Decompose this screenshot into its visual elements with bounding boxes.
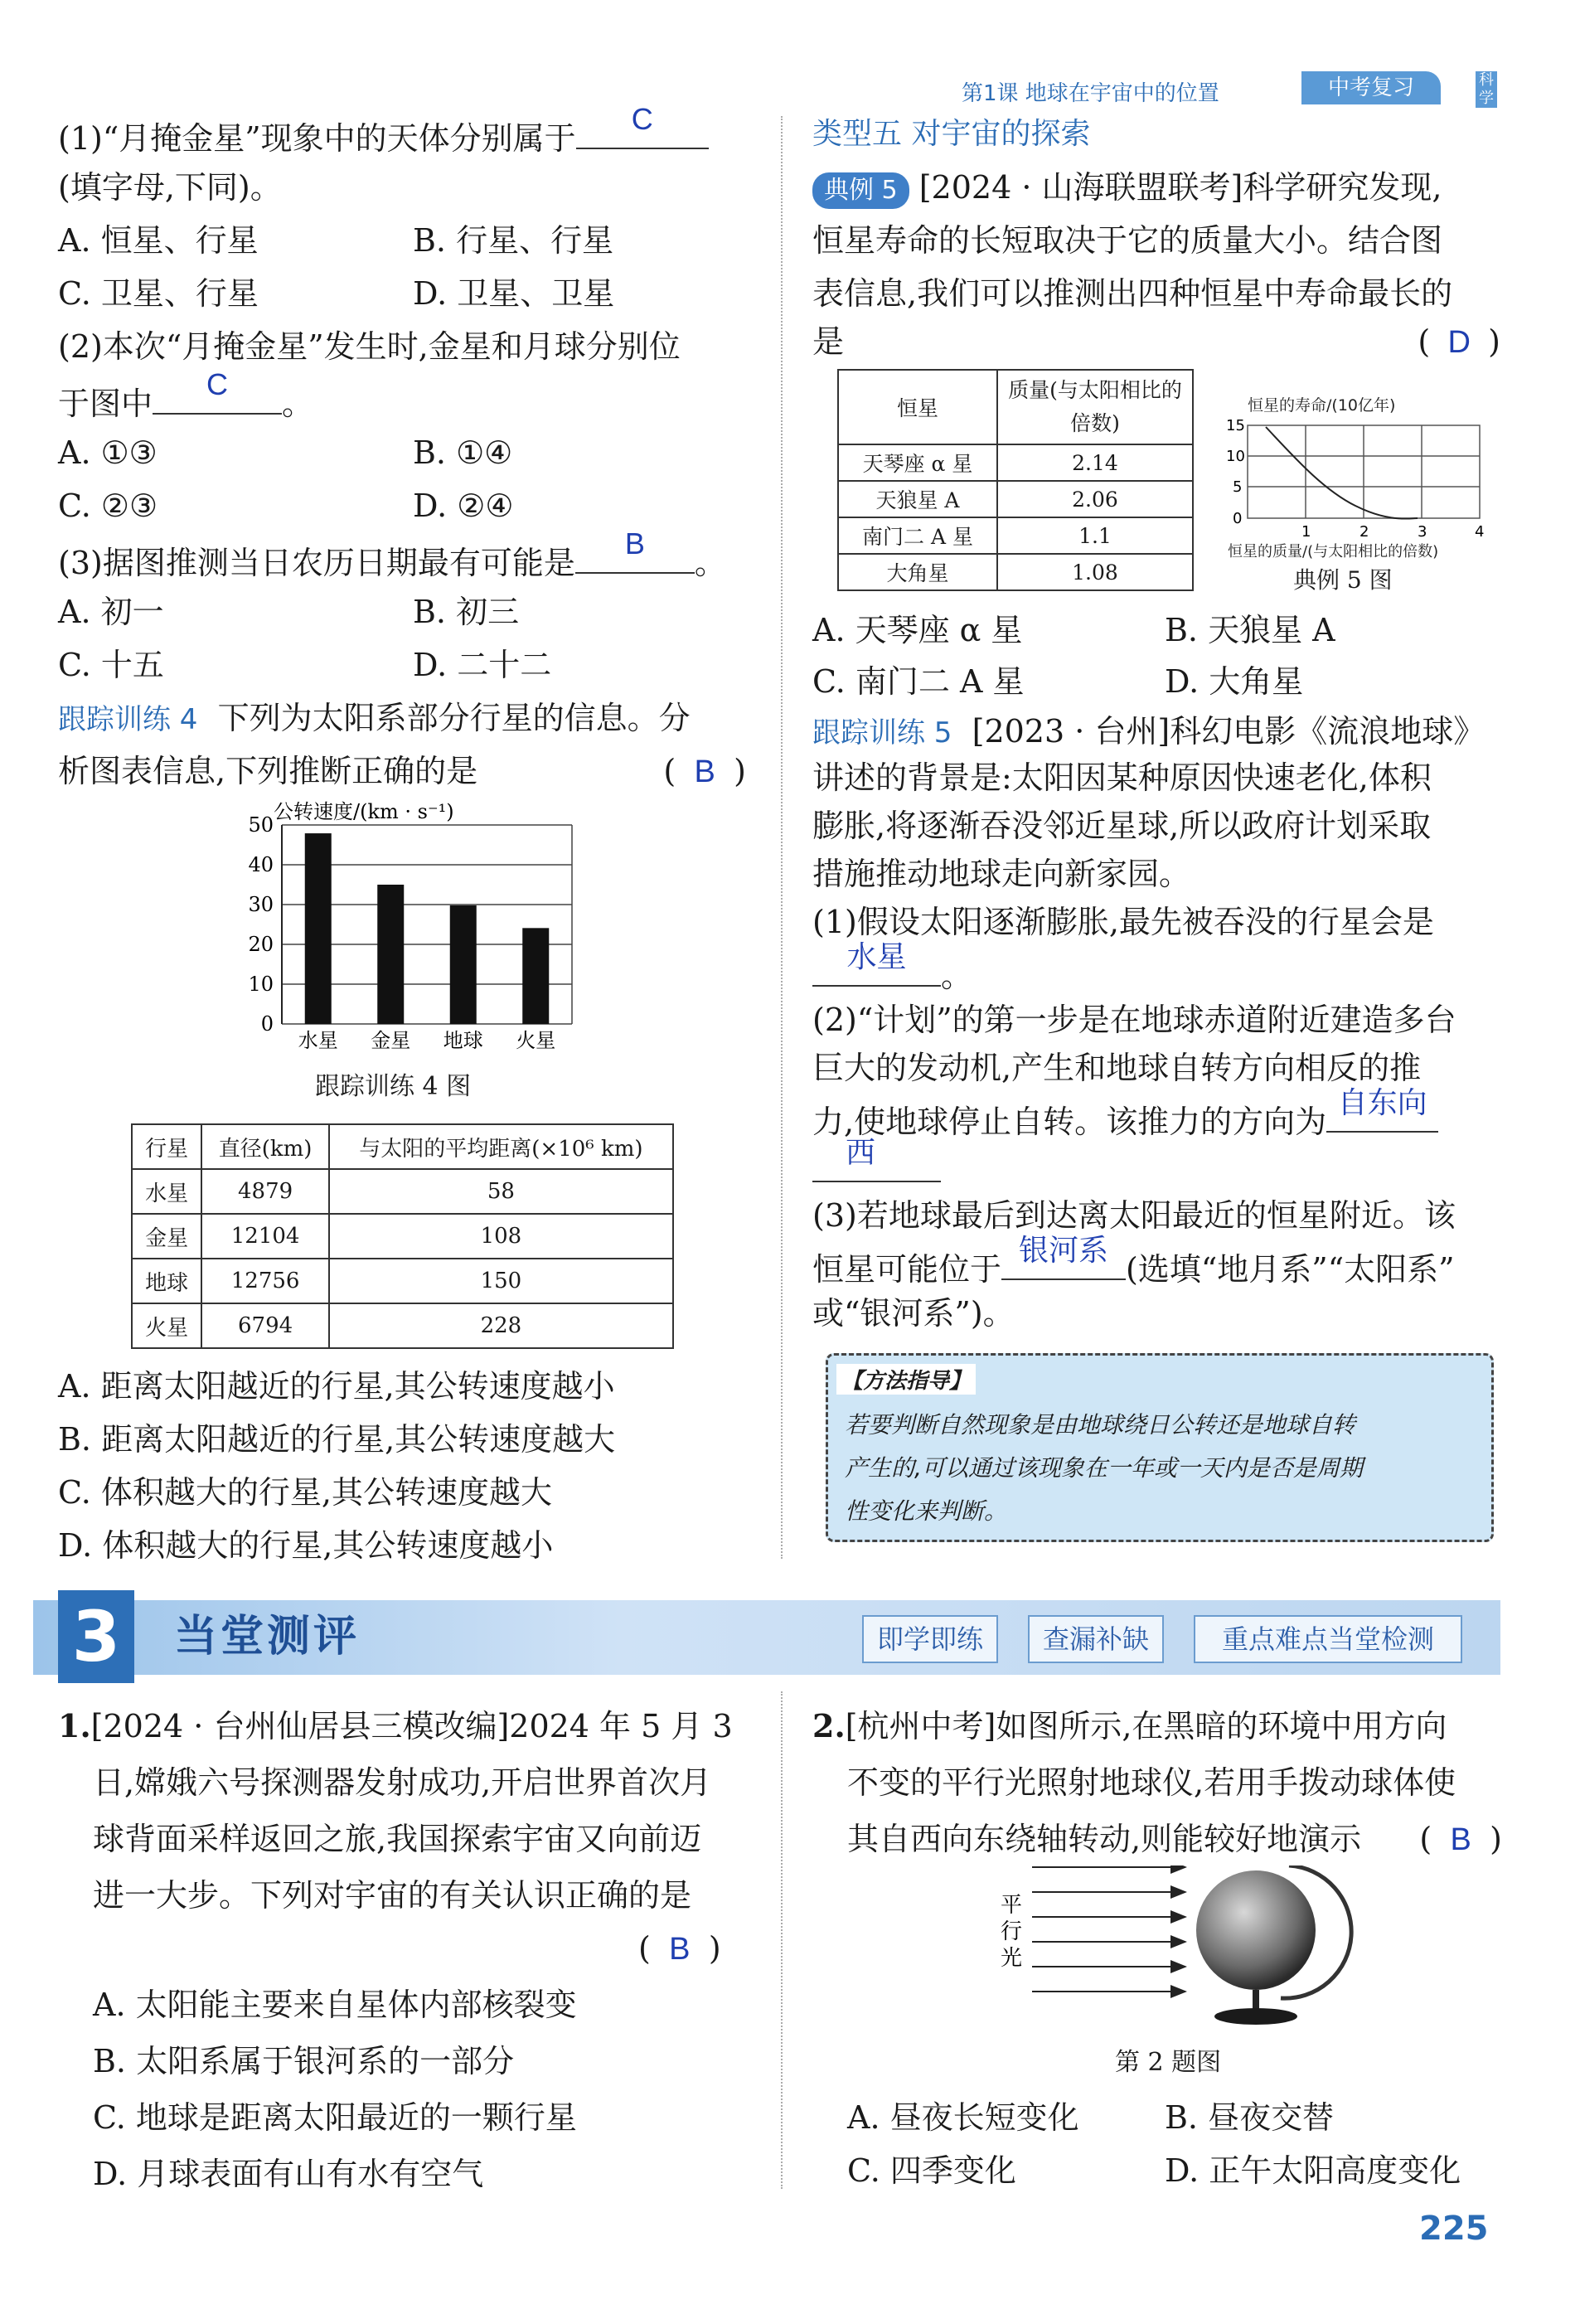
- answer-blank[interactable]: B: [575, 532, 695, 574]
- bar-地球: [450, 905, 477, 1024]
- bq1-line1: 1.[2024 · 台州仙居县三模改编]2024 年 5 月 3: [58, 1707, 733, 1744]
- chart-caption: 跟踪训练 4 图: [315, 1072, 472, 1101]
- ex5-line1: 典例 5 [2024 · 山海联盟联考]科学研究发现,: [812, 161, 1442, 214]
- cell: 大角星: [838, 554, 997, 590]
- cell: 地球: [132, 1259, 201, 1303]
- ex5-option-c: C. 南门二 A 星: [812, 663, 1025, 700]
- x-tick: 3: [1418, 523, 1427, 541]
- p2-line1: (2)“计划”的第一步是在地球赤道附近建造多台: [812, 1002, 1456, 1038]
- x-tick-label: 地球: [443, 1029, 483, 1052]
- y-tick: 10: [1226, 448, 1245, 465]
- cell: 1.08: [997, 554, 1193, 590]
- bq1-paren: ( B ): [638, 1922, 721, 1976]
- train4-option-c: C. 体积越大的行星,其公转速度越大: [58, 1474, 552, 1511]
- left-q2-line1: (2)本次“月掩金星”发生时,金星和月球分别位: [58, 328, 681, 365]
- table-header-row: [838, 370, 1193, 444]
- section3-title: 当堂测评: [174, 1612, 361, 1662]
- table-row: [838, 481, 1193, 517]
- train5-line3: 膨胀,将逐渐吞没邻近星球,所以政府计划采取: [812, 808, 1432, 844]
- bq2-line3: 其自西向东绕轴转动,则能较好地演示 ( B ): [847, 1812, 1502, 1866]
- train5-line2: 讲述的背景是:太阳因某种原因快速老化,体积: [812, 759, 1432, 796]
- cell: 2.06: [997, 481, 1193, 517]
- table-row: [838, 554, 1193, 590]
- table-row: [132, 1259, 673, 1303]
- y-tick-label: 20: [248, 933, 274, 956]
- train4-option-b: B. 距离太阳越近的行星,其公转速度越大: [58, 1421, 616, 1458]
- method-line1: 若要判断自然现象是由地球绕日公转还是地球自转: [845, 1411, 1356, 1439]
- q1-option-c: C. 卫星、行星: [58, 275, 259, 312]
- bq1-option-d: D. 月球表面有山有水有空气: [93, 2156, 484, 2192]
- cell: 金星: [132, 1214, 201, 1259]
- bq2-option-a: A. 昼夜长短变化: [847, 2099, 1079, 2136]
- col-header: 恒星: [838, 370, 997, 444]
- globe-base: [1214, 2008, 1297, 2025]
- y-axis-label: 公转速度/(km · s⁻¹): [274, 800, 454, 823]
- cell: 12104: [201, 1214, 329, 1259]
- page-number: 225: [1419, 2210, 1489, 2248]
- col-header: 与太阳的平均距离(×10⁶ km): [329, 1124, 673, 1169]
- table-row: [132, 1214, 673, 1259]
- train5-line1: 跟踪训练 5 [2023 · 台州]科幻电影《流浪地球》: [812, 713, 1485, 750]
- train5-line4: 措施推动地球走向新家园。: [812, 856, 1191, 892]
- light-rays: [1032, 1867, 1185, 1992]
- star-mass-table: [837, 369, 1194, 591]
- table-row: [838, 517, 1193, 554]
- section3-number: 3: [58, 1590, 134, 1683]
- y-tick-label: 40: [248, 853, 274, 876]
- p1-line2: 水星 。: [812, 945, 972, 1002]
- ex5-option-d: D. 大角星: [1165, 663, 1304, 700]
- train4-option-d: D. 体积越大的行星,其公转速度越小: [58, 1527, 554, 1564]
- type5-heading: 类型五 对宇宙的探索: [812, 117, 1091, 151]
- q3-option-a: A. 初一: [58, 594, 164, 630]
- bq2-option-d: D. 正午太阳高度变化: [1165, 2152, 1461, 2189]
- table-row: [132, 1169, 673, 1214]
- bq2-line2: 不变的平行光照射地球仪,若用手拨动球体使: [847, 1764, 1456, 1801]
- method-title: 【方法指导】: [836, 1364, 976, 1395]
- cell: 6794: [201, 1303, 329, 1348]
- train4-line1: 跟踪训练 4 下列为太阳系部分行星的信息。分: [58, 700, 691, 736]
- cell: 火星: [132, 1303, 201, 1348]
- x-tick-label: 水星: [298, 1029, 338, 1052]
- cell: 南门二 A 星: [838, 517, 997, 554]
- answer-blank[interactable]: C: [576, 108, 709, 149]
- answer-paren[interactable]: B: [694, 754, 715, 789]
- parallel-light-globe-figure: [991, 1866, 1389, 2031]
- planet-info-table: [131, 1123, 674, 1349]
- ex5-option-a: A. 天琴座 α 星: [812, 612, 1023, 648]
- left-q2-line2: 于图中 C 。: [58, 367, 314, 422]
- q3-option-b: B. 初三: [413, 594, 520, 630]
- x-tick-label: 金星: [371, 1029, 411, 1052]
- y-tick-label: 10: [248, 973, 274, 996]
- ex5-label: 典例 5: [812, 172, 909, 209]
- x-tick: 4: [1475, 523, 1485, 541]
- y-axis-label: 恒星的寿命/(10亿年): [1248, 396, 1396, 415]
- p2-line3: 力,使地球停止自转。该推力的方向为 自东向: [812, 1091, 1438, 1148]
- cell: 4879: [201, 1169, 329, 1214]
- y-tick: 15: [1226, 417, 1245, 434]
- p3-line2: 恒星可能位于 银河系 (选填“地月系”“太阳系”: [812, 1233, 1455, 1288]
- column-divider: [781, 116, 783, 1559]
- cell: 12756: [201, 1259, 329, 1303]
- y-tick-label: 0: [260, 1012, 274, 1036]
- bq1-option-c: C. 地球是距离太阳最近的一颗行星: [93, 2099, 577, 2136]
- p2-line2: 巨大的发动机,产生和地球自转方向相反的推: [812, 1050, 1422, 1086]
- q3-option-d: D. 二十二: [413, 647, 552, 683]
- col-header: 行星: [132, 1124, 201, 1169]
- train5-label: 跟踪训练 5: [812, 716, 952, 750]
- cell: 228: [329, 1303, 673, 1348]
- answer-blank[interactable]: 西: [812, 1141, 941, 1182]
- bq1-line2: 日,嫦娥六号探测器发射成功,开启世界首次月: [93, 1764, 712, 1801]
- light-label: 光: [1001, 1946, 1023, 1971]
- q1-option-a: A. 恒星、行星: [58, 222, 259, 259]
- bq1-option-b: B. 太阳系属于银河系的一部分: [93, 2043, 515, 2079]
- answer-paren[interactable]: B: [669, 1932, 691, 1967]
- table-header-row: [132, 1124, 673, 1169]
- cell: 150: [329, 1259, 673, 1303]
- q2-option-d: D. ②④: [413, 488, 514, 524]
- train4-label: 跟踪训练 4: [58, 703, 198, 736]
- ex5-caption: 典例 5 图: [1293, 566, 1393, 594]
- x-tick: 1: [1301, 523, 1311, 541]
- col-header: 质量(与太阳相比的倍数): [997, 370, 1193, 444]
- method-line2: 产生的,可以通过该现象在一年或一天内是否是周期: [845, 1454, 1363, 1482]
- cell: 水星: [132, 1169, 201, 1214]
- y-tick-label: 30: [248, 893, 274, 916]
- bq1-option-a: A. 太阳能主要来自星体内部核裂变: [93, 1987, 577, 2023]
- table-row: [838, 444, 1193, 481]
- light-label: 平: [1001, 1893, 1023, 1918]
- ex5-line3: 表信息,我们可以推测出四种恒星中寿命最长的: [812, 275, 1453, 312]
- x-tick: 2: [1359, 523, 1369, 541]
- answer-blank[interactable]: 自东向: [1326, 1091, 1438, 1133]
- lifetime-curve: [1266, 427, 1418, 519]
- q2-option-b: B. ①④: [413, 434, 513, 471]
- method-guide-box: [826, 1353, 1494, 1542]
- lesson-title: 第1课 地球在宇宙中的位置: [962, 81, 1219, 106]
- tag-key-test: 重点难点当堂检测: [1194, 1615, 1462, 1663]
- cell: 58: [329, 1169, 673, 1214]
- y-tick-label: 50: [248, 813, 274, 837]
- q1-option-b: B. 行星、行星: [413, 222, 614, 259]
- left-q3: (3)据图推测当日农历日期最有可能是 B 。: [58, 526, 726, 581]
- left-q1: (1)“月掩金星”现象中的天体分别属于 C: [58, 108, 709, 165]
- q2-option-a: A. ①③: [58, 434, 158, 471]
- p3-line1: (3)若地球最后到达离太阳最近的恒星附近。该: [812, 1197, 1456, 1234]
- bar-金星: [377, 885, 404, 1024]
- ex5-line2: 恒星寿命的长短取决于它的质量大小。结合图: [812, 222, 1443, 259]
- light-label: 行: [1001, 1919, 1023, 1944]
- cell: 2.14: [997, 444, 1193, 481]
- train4-option-a: A. 距离太阳越近的行星,其公转速度越小: [58, 1368, 615, 1405]
- bar-火星: [522, 928, 549, 1024]
- ex5-option-b: B. 天狼星 A: [1165, 612, 1335, 648]
- answer-blank[interactable]: C: [153, 373, 282, 415]
- bq1-line3: 球背面采样返回之旅,我国探索宇宙又向前迈: [93, 1821, 702, 1857]
- ex5-line4: 是 ( D ): [812, 315, 1500, 368]
- cell: 天狼星 A: [838, 481, 997, 517]
- bq2-caption: 第 2 题图: [1115, 2048, 1222, 2077]
- globe-icon: [1196, 1870, 1316, 1990]
- tag-review: 查漏补缺: [1028, 1615, 1164, 1663]
- p3-line3: 或“银河系”)。: [812, 1295, 1015, 1332]
- col-header: 直径(km): [201, 1124, 329, 1169]
- tag-practice: 即学即练: [862, 1615, 998, 1663]
- answer-paren[interactable]: D: [1447, 325, 1471, 360]
- x-axis-label: 恒星的质量/(与太阳相比的倍数): [1228, 543, 1439, 560]
- answer-blank[interactable]: 银河系: [1001, 1239, 1126, 1280]
- cell: 108: [329, 1214, 673, 1259]
- bar-水星: [305, 833, 332, 1024]
- subject-badge: 科学: [1476, 71, 1497, 108]
- train4-line2: 析图表信息,下列推断正确的是 ( B ): [58, 745, 746, 798]
- table-row: [132, 1303, 673, 1348]
- cell: 天琴座 α 星: [838, 444, 997, 481]
- orbital-speed-bar-chart: [207, 800, 589, 1057]
- answer-paren[interactable]: B: [1450, 1822, 1471, 1857]
- column-divider-bottom: [781, 1691, 783, 2189]
- bq1-line4: 进一大步。下列对宇宙的有关认识正确的是: [93, 1877, 692, 1914]
- bq2-option-b: B. 昼夜交替: [1165, 2099, 1335, 2136]
- answer-blank[interactable]: 水星: [812, 945, 941, 987]
- x-tick-label: 火星: [516, 1029, 556, 1052]
- p1-line1: (1)假设太阳逐渐膨胀,最先被吞没的行星会是: [812, 904, 1434, 940]
- left-q1-cont: (填字母,下同)。: [58, 169, 282, 206]
- bq2-line1: 2.[杭州中考]如图所示,在黑暗的环境中用方向: [812, 1707, 1447, 1744]
- method-line3: 性变化来判断。: [845, 1497, 1008, 1525]
- q1-option-d: D. 卫星、卫星: [413, 275, 615, 312]
- review-badge: 中考复习: [1301, 71, 1441, 104]
- star-lifetime-chart: [1214, 394, 1496, 560]
- q2-option-c: C. ②③: [58, 488, 158, 524]
- q3-option-c: C. 十五: [58, 647, 164, 683]
- chart-grid: [1248, 425, 1480, 518]
- y-tick: 5: [1233, 478, 1243, 496]
- cell: 1.1: [997, 517, 1193, 554]
- bq2-option-c: C. 四季变化: [847, 2152, 1016, 2189]
- y-tick: 0: [1233, 510, 1243, 527]
